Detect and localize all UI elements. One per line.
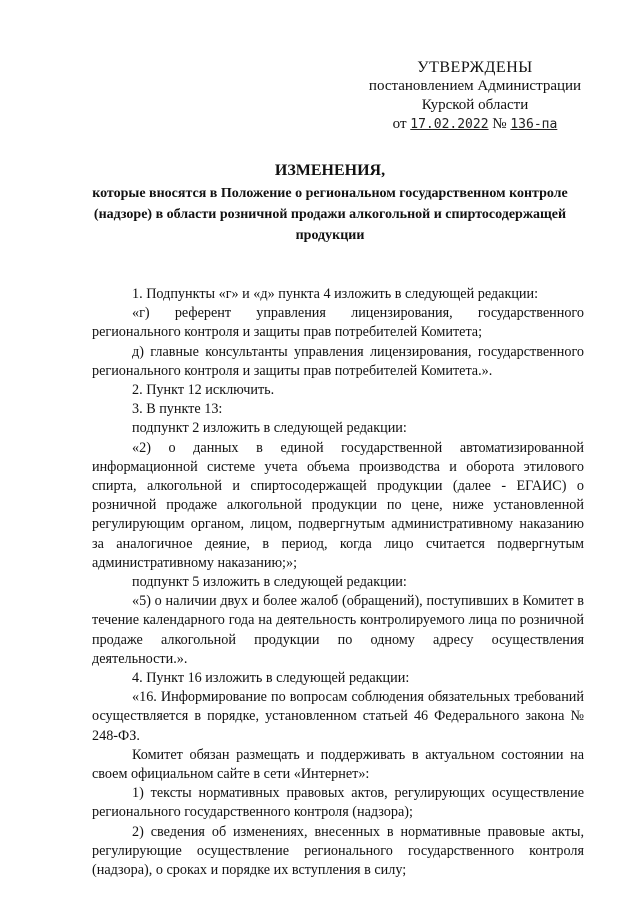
- paragraph: 2. Пункт 12 исключить.: [132, 382, 275, 399]
- approval-line-1: постановлением Администрации: [368, 78, 582, 94]
- paragraph: подпункт 2 изложить в следующей редакции:: [132, 420, 407, 437]
- approval-heading: УТВЕРЖДЕНЫ: [417, 59, 533, 76]
- paragraph: 2) сведения об изменениях, внесенных в нормативные правовые акты, регулирующие осуществление регионального государственного контроля (надзора), о сроках и порядке их вступления в силу;: [92, 823, 584, 879]
- approval-number: 136-па: [510, 117, 558, 132]
- paragraph: Комитет обязан размещать и поддерживать в актуальном состоянии на своем официальном сайте в сети «Интернет»:: [92, 746, 584, 783]
- approval-line-2: Курской области: [421, 97, 529, 113]
- number-sign: №: [492, 116, 507, 132]
- paragraph: подпункт 5 изложить в следующей редакции:: [132, 574, 407, 591]
- paragraph: 3. В пункте 13:: [132, 401, 223, 418]
- paragraph: «5) о наличии двух и более жалоб (обращений), поступивших в Комитет в течение календарного года на деятельность контролируемого лица по розничной продаже алкогольной продукции по одному адресу осуществления деятельности.».: [92, 593, 584, 667]
- paragraph: 4. Пункт 16 изложить в следующей редакции:: [132, 670, 410, 687]
- paragraph: «2) о данных в единой государственной автоматизированной информационной системе учета объема производства и оборота этилового спирта, алкогольной и спиртосодержащей продукции (далее - ЕГАИС) о розничной продаже алкогольной продукции по цене, ниже установленной регулирующим органом, лицом, подвергнутым административному наказанию за аналогичное деяние, в период, когда лицо считается подвергнутым административному наказанию;»;: [92, 439, 584, 571]
- paragraph: «16. Информирование по вопросам соблюдения обязательных требований осуществляется в порядке, установленном статьей 46 Федерального закона № 248-ФЗ.: [92, 689, 584, 744]
- paragraph: д) главные консультанты управления лицензирования, государственного регионального контроля и защиты прав потребителей Комитета.».: [92, 343, 584, 379]
- approval-date-line: [360, 115, 590, 134]
- document-title: ИЗМЕНЕНИЯ,: [274, 162, 386, 179]
- document-body: [92, 277, 584, 880]
- document-subtitle: которые вносятся в Положение о региональном государственном контроле (надзоре) в области розничной продажи алкогольной и спиртосодержащей продукции: [92, 186, 568, 243]
- date-prefix: от: [392, 116, 407, 132]
- paragraph: 1) тексты нормативных правовых актов, регулирующих осуществление регионального государственного контроля (надзора);: [92, 785, 584, 821]
- approval-date: 17.02.2022: [410, 117, 489, 132]
- paragraph: «г) референт управления лицензирования, государственного регионального контроля и защиты прав потребителей Комитета;: [92, 305, 584, 341]
- approval-block: [360, 58, 590, 134]
- paragraph: 1. Подпункты «г» и «д» пункта 4 изложить в следующей редакции:: [132, 286, 539, 302]
